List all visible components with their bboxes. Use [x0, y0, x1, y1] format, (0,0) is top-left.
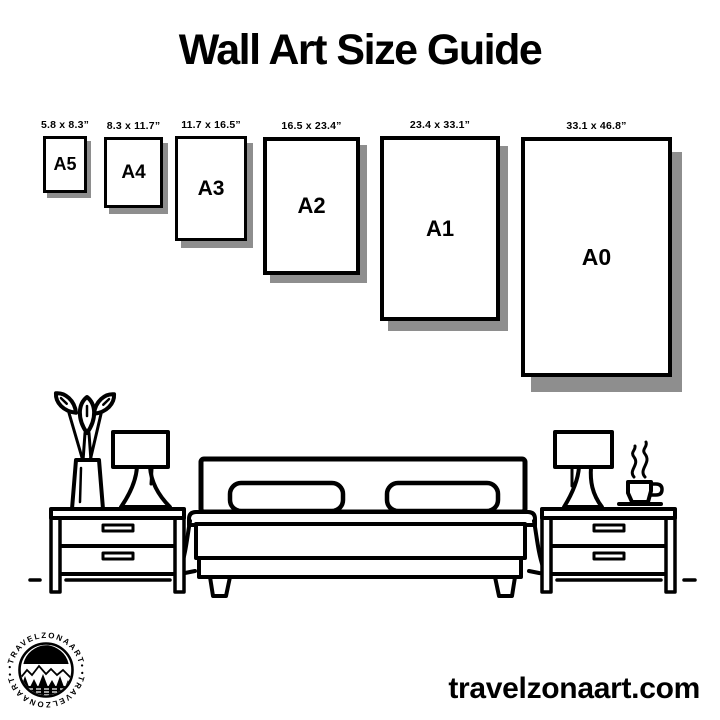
- frame-box-a1: [380, 136, 500, 321]
- frame-letter-a5: A5: [53, 154, 77, 174]
- frame-a1: [380, 119, 500, 321]
- frame-a0: [521, 120, 672, 377]
- lamp-base: [564, 467, 602, 507]
- frame-box-a3: [175, 136, 247, 241]
- bed-foot-right: [495, 577, 515, 596]
- frame-box-a0: [521, 137, 672, 377]
- cup-body: [628, 482, 651, 502]
- nightstand-leg: [666, 518, 675, 592]
- plant-stem: [83, 433, 85, 461]
- plant-stem: [89, 433, 91, 461]
- nightstand-top: [542, 509, 675, 518]
- frame-letter-a2: A2: [297, 193, 326, 218]
- size-label-a2: 16.5 x 23.4”: [281, 120, 342, 132]
- logo-text-bottom: •TRAVELZONAART•: [5, 670, 87, 710]
- nightstand-leg: [542, 518, 551, 592]
- size-label-a5: 5.8 x 8.3”: [40, 119, 90, 131]
- nightstand-right-icon: [542, 509, 675, 592]
- drawer-handle: [103, 525, 133, 531]
- frame-box-a2: [263, 137, 360, 275]
- frame-letter-a4: A4: [121, 161, 146, 183]
- frame-letter-a0: A0: [581, 243, 612, 270]
- nightstand-leg: [51, 518, 60, 592]
- lamp-base: [121, 467, 170, 507]
- lamp-shade: [113, 432, 168, 467]
- drawer-handle: [103, 553, 133, 559]
- steam-wisp: [632, 446, 635, 477]
- pillow-left: [230, 483, 343, 511]
- logo-text-top: •TRAVELZONAART•: [5, 630, 87, 670]
- plant-icon: [52, 389, 118, 509]
- brand-logo: [2, 626, 90, 714]
- mattress: [196, 524, 525, 558]
- vase-highlight: [80, 468, 81, 502]
- frame-a4: [104, 120, 163, 208]
- frame-a2: [263, 120, 360, 275]
- frame-box-a4: [104, 137, 163, 208]
- frame-letter-a1: A1: [425, 215, 455, 241]
- drawer-handle: [594, 553, 624, 559]
- frame-a3: [175, 119, 247, 241]
- size-label-a4: 8.3 x 11.7”: [106, 120, 161, 132]
- table-lamp-left-icon: [113, 432, 170, 507]
- lamp-shade: [555, 432, 612, 467]
- steam-wisp: [643, 442, 647, 477]
- frame-letter-a3: A3: [197, 176, 225, 200]
- double-bed-icon: [180, 459, 544, 596]
- nightstand-left-icon: [51, 509, 184, 592]
- page-title: Wall Art Size Guide: [178, 26, 542, 74]
- frame-box-a5: [43, 136, 87, 193]
- frame-a5: [40, 119, 90, 193]
- website-url: travelzonaart.com: [448, 672, 700, 705]
- table-lamp-right-icon: [555, 432, 612, 507]
- vase: [72, 460, 103, 509]
- plant-leaf-left: [52, 389, 80, 417]
- bed-foot-left: [210, 577, 230, 596]
- lamp-cord: [151, 469, 152, 484]
- drawer-handle: [594, 525, 624, 531]
- size-label-a3: 11.7 x 16.5”: [181, 119, 241, 131]
- bed-base: [199, 558, 521, 577]
- bedroom-scene: [0, 385, 720, 600]
- size-label-a0: 33.1 x 46.8”: [566, 120, 627, 132]
- size-label-a1: 23.4 x 33.1”: [409, 119, 471, 131]
- coffee-cup-icon: [619, 442, 662, 504]
- pillow-right: [387, 483, 498, 511]
- nightstand-leg: [175, 518, 184, 592]
